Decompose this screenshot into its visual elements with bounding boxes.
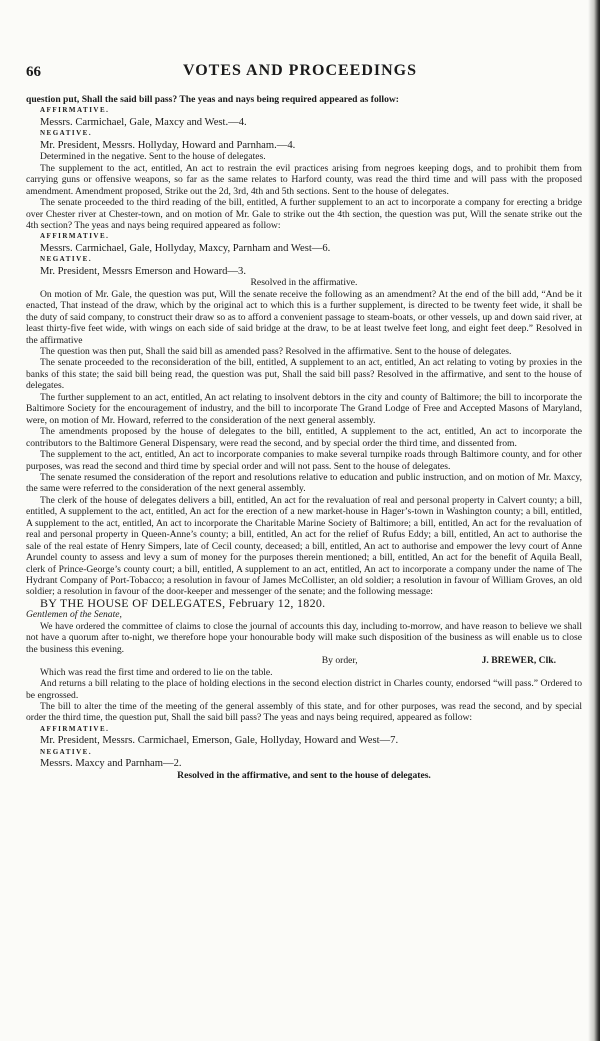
paragraph: The senate resumed the consideration of the report and resolutions relative to education and public instruction, and on motion of Mr. Maxcy, the same were referred to the consideration of the next general assembly. [26, 471, 582, 495]
paragraph: The supplement to the act, entitled, An act to incorporate companies to make several turnpike roads through Baltimore county, and for other purposes, was read the second and third time by special order and will not pass. Sent to the house of delegates. [26, 449, 582, 472]
paragraph: And returns a bill relating to the place of holding elections in the second election district in Charles county, endorsed “will pass.” Ordered to be engrossed. [26, 678, 582, 701]
paragraph: The supplement to the act, entitled, An act to restrain the evil practices arising from negroes keeping dogs, and to prohibit them from carrying guns or offensive weapons, so far as the same relates to Harford county, was read the third time and will pass with the proposed amendment. Amendment proposed, Strike out the 2d, 3rd, 4th and 5th sections. Sent to the house of delegates. [26, 162, 582, 197]
vote-names: Messrs. Maxcy and Parnham—2. [40, 758, 182, 770]
page-number: 66 [26, 64, 41, 80]
vote-names: Mr. President, Messrs Emerson and Howard—3. [40, 265, 246, 277]
resolution-line: Resolved in the affirmative, and sent to the house of delegates. [177, 769, 431, 781]
vote-heading: AFFIRMATIVE. [40, 106, 110, 115]
resolution-line: Resolved in the affirmative. [250, 277, 358, 289]
vote-names: Mr. President, Messrs. Hollyday, Howard and Parnham.—4. [40, 139, 296, 151]
paragraph: Gentlemen of the Senate, [26, 609, 122, 621]
paragraph: The senate proceeded to the third reading of the bill, entitled, A further supplement to an act to incorporate a company for erecting a bridge over Chester river at Chester-town, and on motion of Mr. Gale to strike out the 4th section, the question was put, Will the senate strike out the 4th section? The yeas and nays being required appeared as follow: [26, 197, 582, 231]
paragraph: Determined in the negative. Sent to the house of delegates. [40, 151, 266, 163]
paragraph: question put, Shall the said bill pass? The yeas and nays being required appeared as follow: [26, 94, 400, 105]
paragraph: The bill to alter the time of the meeting of the general assembly of this state, and for other purposes, was read the second, and by special order the third time, the question put, Shall the said bill pass? The yeas and nays being required, appeared as follow: [26, 701, 582, 724]
vote-heading: NEGATIVE. [40, 255, 93, 264]
message-heading: BY THE HOUSE OF DELEGATES, February 12, 1820. [40, 595, 326, 610]
signature-by-order: By order, [321, 655, 358, 667]
vote-names: Messrs. Carmichael, Gale, Hollyday, Maxcy, Parnham and West—6. [40, 242, 331, 254]
vote-heading: NEGATIVE. [40, 747, 93, 756]
page-header [0, 62, 600, 84]
paragraph: The clerk of the house of delegates delivers a bill, entitled, An act for the revaluation of real and personal property in Calvert county; a bill, entitled, A supplement to the act, entitled, An act for the erection of a new market-house in Hager’s-town in Washington county; a bill, entitled, A supplement to the act, entitled, An act to incorporate the Charitable Marine Society of Baltimore; a bill, entitled, An act for the revaluation of real and personal property in Queen-Anne’s county; a bill, entitled, An act for the relief of Rufus Eddy; a bill, entitled, An act to authorise the sale of the real estate of Henry Simpers, late of Cecil county, deceased; a bill, entitled, An act to authorise and empower the levy court of Anne Arundel county to assess and levy a sum of money for the purposes therein mentioned; a bill, entitled, An act for the benefit of Aquila Beall, clerk of Prince-George’s county court; a bill, entitled, A supplement to an act, entitled, An act to incorporate a company under the name of The Hydrant Company of Port-Tobacco; a resolution in favour of James McCollister, an old soldier; a resolution in favour of William Groves, an old soldier; a resolution in favour of the door-keeper and messenger of the senate; and the following message: [26, 494, 582, 598]
page-body [26, 94, 582, 781]
paragraph: Which was read the first time and ordered to lie on the table. [40, 666, 273, 678]
running-title: VOTES AND PROCEEDINGS [182, 62, 418, 79]
paragraph: The senate proceeded to the reconsideration of the bill, entitled, A supplement to an act, entitled, An act relating to voting by proxies in the banks of this state; the said bill being read, the question was put, Shall the said bill pass? Resolved in the affirmative, and sent to the house of delegates. [26, 357, 582, 392]
paragraph: We have ordered the committee of claims to close the journal of accounts this day, including to-morrow, and have reason to believe we shall not have a quorum after to-night, we therefore hope your honourable body will make such disposition of the business as will enable us to close the business this evening. [26, 620, 582, 655]
paragraph: On motion of Mr. Gale, the question was put, Will the senate receive the following as an amendment? At the end of the bill add, “And be it enacted, That instead of the draw, which by the original act to which this is a further supplement, is directed to be twenty feet wide, it shall be the duty of said company, to construct their draw so as to afford a convenient passage to steam-boats, or other vessels, up and down said river, at least thirty-five feet wide, with wings on each side of said bridge at the draw, to be at least twelve feet long, and eight feet deep.” Resolved in the affirmative [26, 288, 582, 346]
vote-heading: AFFIRMATIVE. [40, 232, 110, 241]
signature-clerk: J. BREWER, Clk. [481, 655, 556, 667]
page-edge-shadow [588, 0, 600, 1041]
paragraph: The question was then put, Shall the said bill as amended pass? Resolved in the affirmative. Sent to the house of delegates. [40, 345, 512, 357]
vote-heading: AFFIRMATIVE. [40, 724, 110, 733]
vote-names: Mr. President, Messrs. Carmichael, Emerson, Gale, Hollyday, Howard and West—7. [40, 735, 399, 747]
message-signature [26, 655, 582, 666]
paragraph: The amendments proposed by the house of delegates to the bill, entitled, A supplement to the act, entitled, An act to incorporate the contributors to the Baltimore General Dispensary, were read the second, and by special order the third time, and dissented from. [26, 426, 582, 449]
vote-heading: NEGATIVE. [40, 129, 93, 138]
paragraph: The further supplement to an act, entitled, An act relating to insolvent debtors in the city and county of Baltimore; the bill to incorporate the Baltimore Society for the encouragement of industry, and the bill to incorporate The Grand Lodge of Free and Accepted Masons of Maryland, were, on motion of Mr. Howard, referred to the consideration of the next general assembly. [26, 391, 582, 426]
vote-names: Messrs. Carmichael, Gale, Maxcy and West.—4. [40, 116, 247, 128]
